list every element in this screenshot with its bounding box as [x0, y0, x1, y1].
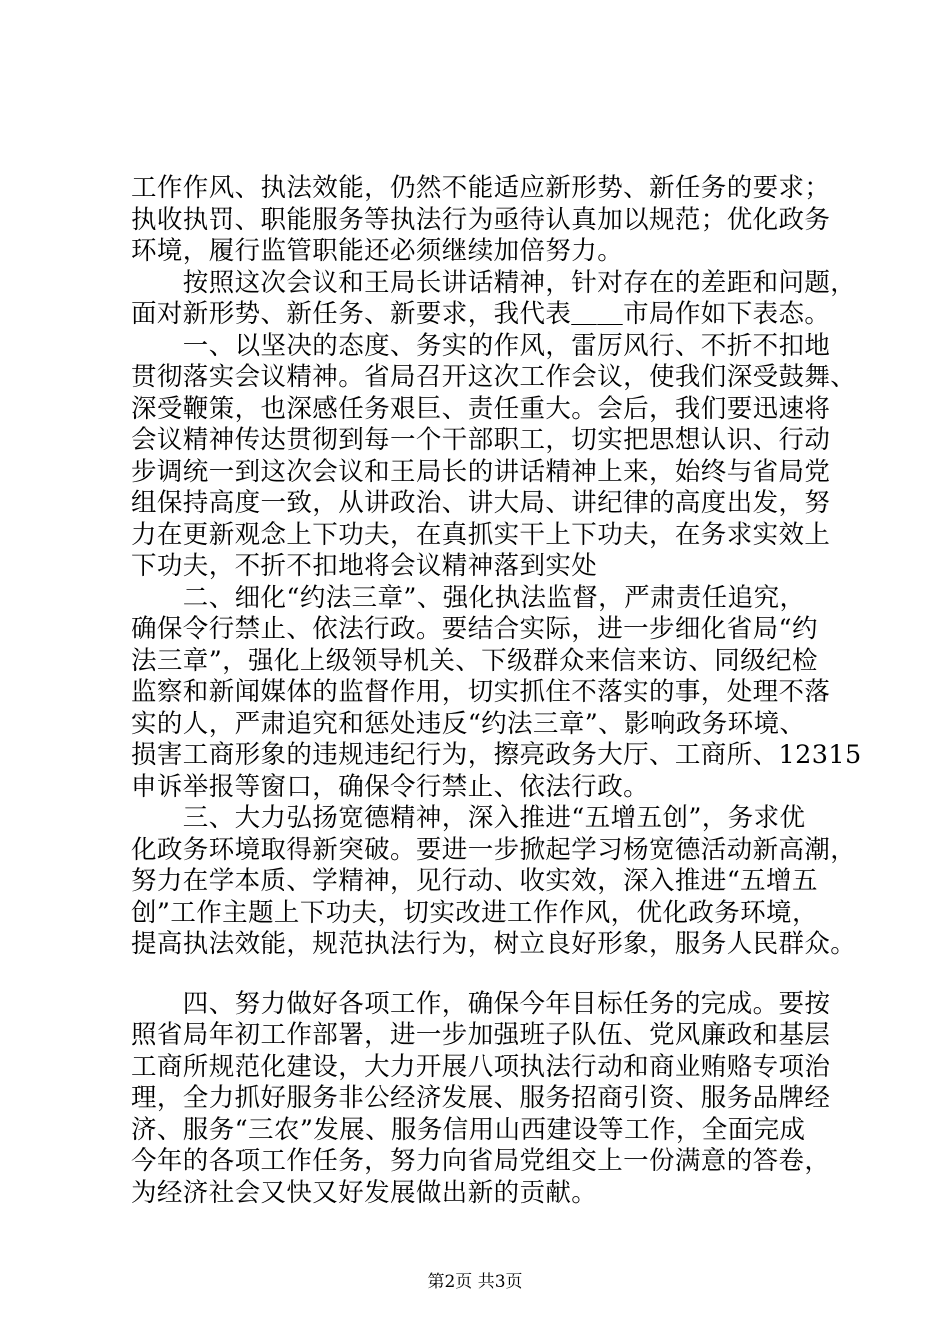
text-line: 损害工商形象的违规违纪行为，擦亮政务大厅、工商所、12315: [131, 740, 862, 770]
text-line: 工作作风、执法效能，仍然不能适应新形势、新任务的要求；: [131, 173, 831, 203]
text-line: 一、以坚决的态度、务实的作风，雷厉风行、不折不扣地: [131, 330, 831, 361]
text-line: 贯彻落实会议精神。省局召开这次工作会议，使我们深受鼓舞、: [131, 362, 857, 392]
text-line: 步调统一到这次会议和王局长的讲话精神上来，始终与省局党: [131, 456, 831, 487]
text-line: 工商所规范化建设，大力开展八项执法行动和商业贿赂专项治: [131, 1051, 831, 1082]
page-footer: [0, 1271, 950, 1293]
text-line: 环境，履行监管职能还必须继续加倍努力。: [131, 236, 624, 266]
text-line: 提高执法效能，规范执法行为，树立良好形象，服务人民群众。: [131, 929, 857, 959]
paragraph-gap: [131, 961, 851, 989]
text-line: 力在更新观念上下功夫，在真抓实干上下功夫，在务求实效上: [131, 519, 831, 550]
text-line: 理，全力抓好服务非公经济发展、服务招商引资、服务品牌经: [131, 1083, 831, 1113]
text-line: 济、服务“三农”发展、服务信用山西建设等工作，全面完成: [131, 1114, 806, 1145]
text-line: 确保令行禁止、依法行政。要结合实际，进一步细化省局“约: [131, 614, 818, 644]
text-line: 化政务环境取得新突破。要进一步掀起学习杨宽德活动新高潮，: [131, 834, 857, 865]
text-line: 照省局年初工作部署，进一步加强班子队伍、党风廉政和基层: [131, 1020, 831, 1050]
text-line: 下功夫，不折不扣地将会议精神落到实处: [131, 551, 598, 581]
text-line: 执收执罚、职能服务等执法行为亟待认真加以规范；优化政务: [131, 204, 831, 235]
text-line: 面对新形势、新任务、新要求，我代表＿＿市局作如下表态。: [131, 299, 831, 329]
text-line: 实的人，严肃追究和惩处违反“约法三章”、影响政务环境、: [131, 708, 806, 739]
page-number-label: 第2页 共3页: [427, 1272, 523, 1292]
text-line: 申诉举报等窗口，确保令行禁止、依法行政。: [131, 771, 650, 802]
text-line: 深受鞭策，也深感任务艰巨、责任重大。会后，我们要迅速将: [131, 393, 831, 424]
text-line: 会议精神传达贯彻到每一个干部职工，切实把思想认识、行动: [131, 425, 831, 455]
text-line: 创”工作主题上下功夫，切实改进工作作风，优化政务环境，: [131, 897, 818, 928]
text-line: 监察和新闻媒体的监督作用，切实抓住不落实的事，处理不落: [131, 677, 831, 707]
document-body: [131, 173, 862, 1209]
text-line: 按照这次会议和王局长讲话精神，针对存在的差距和问题，: [131, 267, 857, 298]
text-line: 四、努力做好各项工作，确保今年目标任务的完成。要按: [131, 988, 831, 1019]
text-line: 三、大力弘扬宽德精神，深入推进“五增五创”，务求优: [131, 803, 806, 833]
text-line: 为经济社会又快又好发展做出新的贡献。: [131, 1177, 598, 1208]
text-line: 努力在学本质、学精神，见行动、收实效，深入推进“五增五: [131, 866, 818, 896]
text-line: 法三章”，强化上级领导机关、下级群众来信来访、同级纪检: [131, 645, 818, 676]
text-line: 二、细化“约法三章”、强化执法监督，严肃责任追究，: [131, 582, 806, 613]
text-line: 组保持高度一致，从讲政治、讲大局、讲纪律的高度出发，努: [131, 488, 831, 518]
text-line: 今年的各项工作任务，努力向省局党组交上一份满意的答卷，: [131, 1146, 831, 1176]
